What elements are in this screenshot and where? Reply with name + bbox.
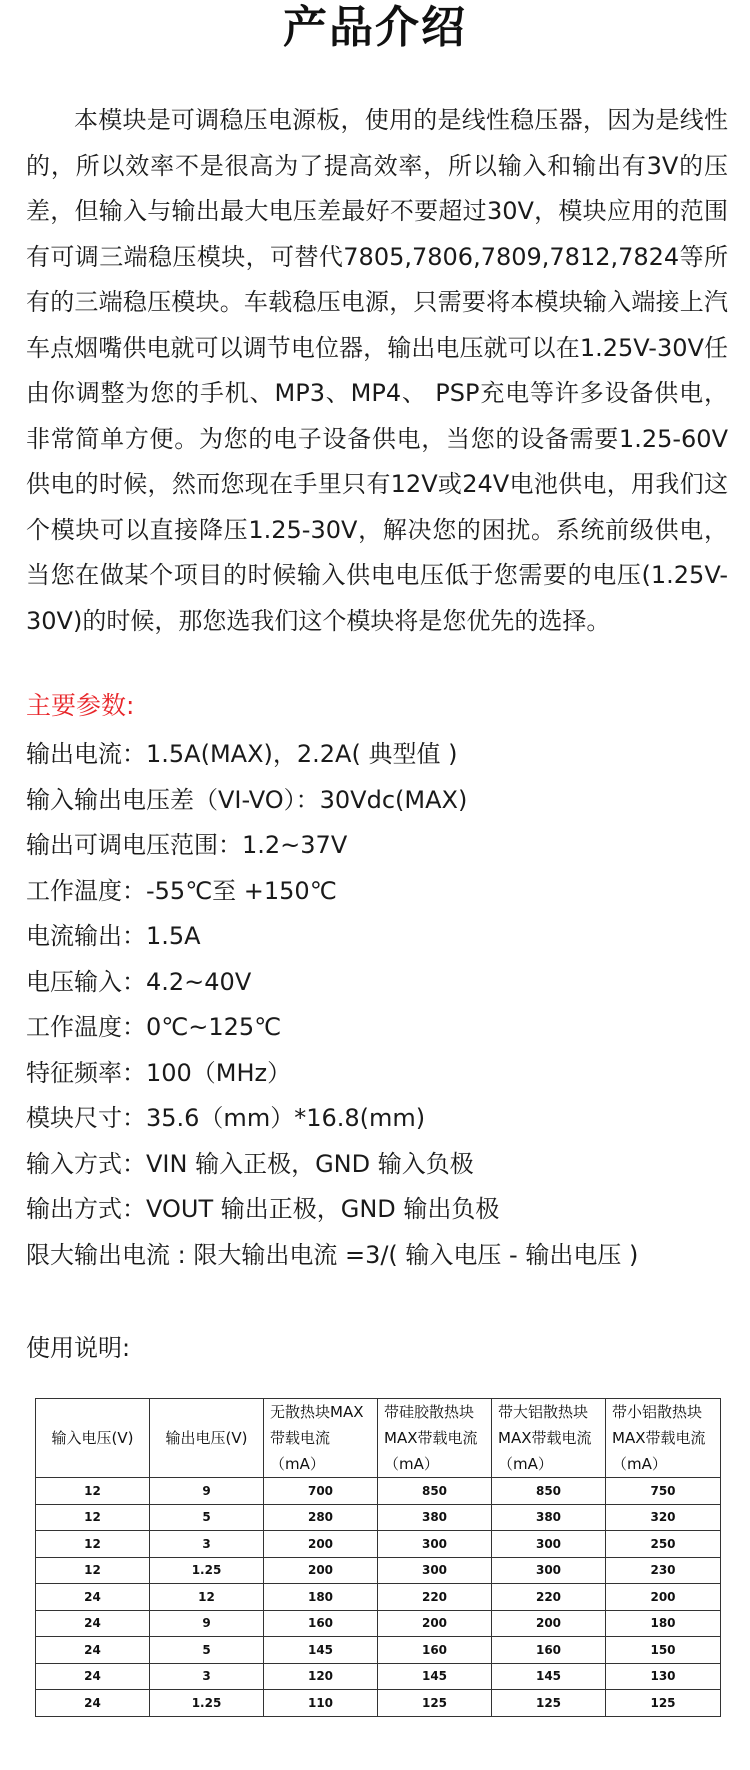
table-row [36,1504,721,1531]
table-cell: 145 [492,1663,606,1690]
table-cell: 12 [36,1531,150,1558]
table-cell: 300 [492,1531,606,1558]
table-cell: 850 [492,1478,606,1505]
table-cell: 200 [492,1610,606,1637]
table-cell: 160 [492,1637,606,1664]
table-row [36,1557,721,1584]
param-item: 特征频率：100（MHz） [26,1058,292,1087]
params-heading: 主要参数: [26,691,135,720]
table-cell: 380 [378,1504,492,1531]
page-title: 产品介绍 [283,2,467,53]
table-cell: 220 [378,1584,492,1611]
table-cell: 125 [606,1690,721,1717]
table-cell: 230 [606,1557,721,1584]
table-cell: 1.25 [150,1690,264,1717]
table-cell: 300 [378,1557,492,1584]
table-row [36,1610,721,1637]
table-cell: 180 [264,1584,378,1611]
header-input-voltage: 输入电压(V) [36,1399,150,1478]
table-cell: 120 [264,1663,378,1690]
table-cell: 24 [36,1690,150,1717]
table-cell: 320 [606,1504,721,1531]
table-cell: 5 [150,1504,264,1531]
table-row [36,1690,721,1717]
table-cell: 125 [492,1690,606,1717]
table-row [36,1478,721,1505]
table-cell: 24 [36,1584,150,1611]
table-cell: 700 [264,1478,378,1505]
param-item: 工作温度：-55℃至 +150℃ [26,876,337,905]
table-cell: 12 [36,1478,150,1505]
param-item: 电压输入：4.2~40V [26,967,252,996]
table-cell: 200 [606,1584,721,1611]
table-cell: 24 [36,1637,150,1664]
param-item: 工作温度：0℃~125℃ [26,1013,282,1041]
table-cell: 200 [264,1557,378,1584]
params-list [26,732,736,1278]
table-cell: 160 [378,1637,492,1664]
table-cell: 850 [378,1478,492,1505]
header-large-aluminum-heatsink: 带大铝散热块MAX带载电流（mA） [492,1399,606,1478]
param-item: 电流输出：1.5A [26,922,201,950]
table-cell: 200 [378,1610,492,1637]
table-cell: 380 [492,1504,606,1531]
table-header-row [36,1399,721,1478]
table-cell: 24 [36,1610,150,1637]
param-item: 输出方式：VOUT 输出正极，GND 输出负极 [26,1195,500,1223]
table-cell: 3 [150,1531,264,1558]
table-cell: 300 [492,1557,606,1584]
param-item: 模块尺寸：35.6（mm）*16.8(mm) [26,1104,426,1132]
table-row [36,1584,721,1611]
table-cell: 3 [150,1663,264,1690]
header-output-voltage: 输出电压(V) [150,1399,264,1478]
table-cell: 12 [150,1584,264,1611]
table-cell: 150 [606,1637,721,1664]
table-cell: 145 [378,1663,492,1690]
table-cell: 280 [264,1504,378,1531]
param-item: 输入方式：VIN 输入正极，GND 输入负极 [26,1149,474,1178]
table-cell: 180 [606,1610,721,1637]
table-cell: 220 [492,1584,606,1611]
table-cell: 125 [378,1690,492,1717]
table-row [36,1637,721,1664]
load-current-table [35,1398,721,1717]
table-cell: 130 [606,1663,721,1690]
table-row [36,1663,721,1690]
table-cell: 12 [36,1504,150,1531]
table-cell: 9 [150,1478,264,1505]
table-cell: 9 [150,1610,264,1637]
table-cell: 750 [606,1478,721,1505]
table-cell: 200 [264,1531,378,1558]
table-body [36,1478,721,1717]
usage-heading: 使用说明: [26,1334,131,1362]
table-cell: 1.25 [150,1557,264,1584]
table-cell: 5 [150,1637,264,1664]
header-small-aluminum-heatsink: 带小铝散热块MAX带载电流（mA） [606,1399,721,1478]
param-item: 输出可调电压范围：1.2~37V [26,831,348,859]
header-no-heatsink: 无散热块MAX带载电流（mA） [264,1399,378,1478]
param-item: 限大输出电流 : 限大输出电流 =3/( 输入电压 - 输出电压 ) [26,1240,639,1269]
table-cell: 24 [36,1663,150,1690]
table-cell: 250 [606,1531,721,1558]
param-item: 输出电流：1.5A(MAX)，2.2A( 典型值 ) [26,740,458,768]
header-silicone-heatsink: 带硅胶散热块MAX带载电流（mA） [378,1399,492,1478]
table-row [36,1531,721,1558]
param-item: 输入输出电压差（VI-VO）：30Vdc(MAX) [26,785,468,814]
table-cell: 300 [378,1531,492,1558]
table-cell: 160 [264,1610,378,1637]
table-cell: 12 [36,1557,150,1584]
table-cell: 110 [264,1690,378,1717]
intro-paragraph: 本模块是可调稳压电源板，使用的是线性稳压器，因为是线性的，所以效率不是很高为了提高效率，所以输入和输出有3V的压差，但输入与输出最大电压差最好不要超过30V，模块应用的范围有可调三端稳压模块，可替代7805,7806,7809,7812,7824等所有的三端稳压模块。车载稳压电源，只需要将本模块输入端接上汽车点烟嘴供电就可以调节电位器，输出电压就可以在1.25V-30V任由你调整为您的手机、MP3、MP4、 PSP充电等许多设备供电，非常简单方便。为您的电子设备供电，当您的设备需要1.25-60V供电的时候，然而您现在手里只有12V或24V电池供电，用我们这个模块可以直接降压1.25-30V，解决您的困扰。系统前级供电，当您在做某个项目的时候输入供电电压低于您需要的电压(1.25V-30V)的时候，那您选我们这个模块将是您优先的选择。 [26,106,728,635]
table-cell: 145 [264,1637,378,1664]
